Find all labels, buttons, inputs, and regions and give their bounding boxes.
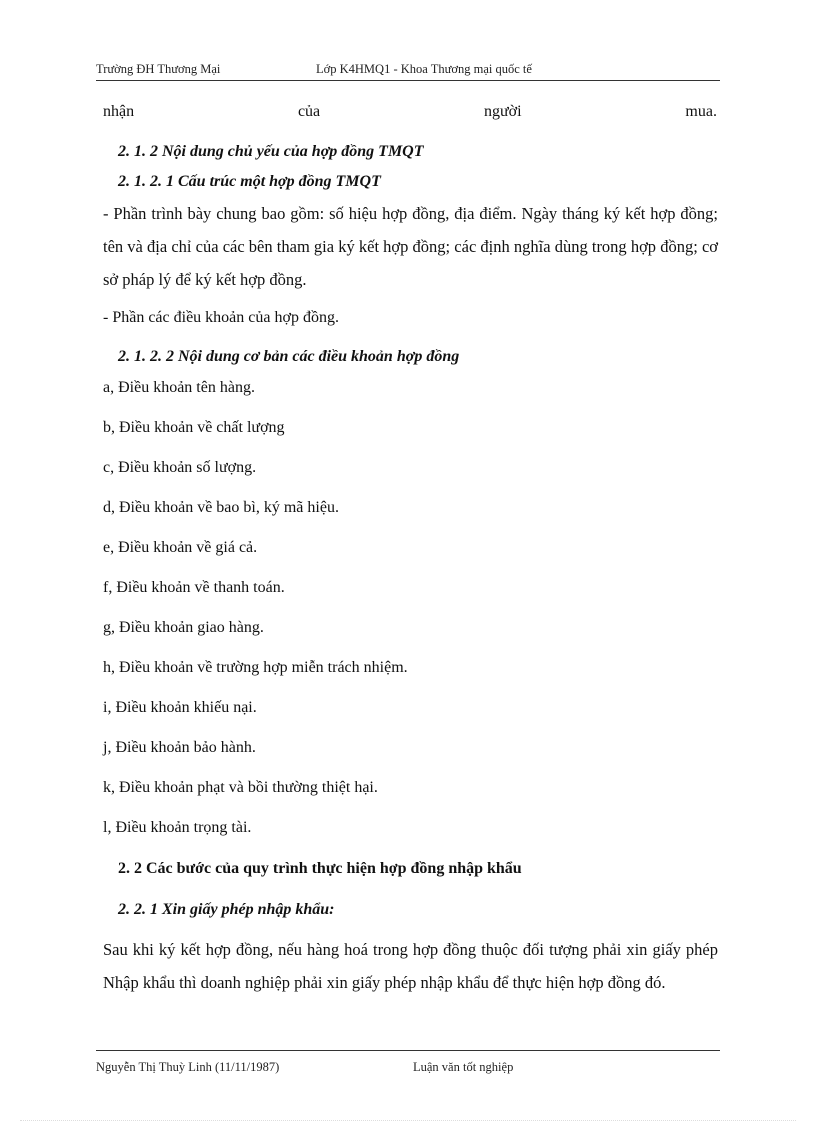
footer-divider bbox=[96, 1050, 720, 1051]
page-bottom-edge bbox=[20, 1120, 796, 1121]
continuation-word: nhận bbox=[103, 103, 135, 120]
header-school: Trường ĐH Thương Mại bbox=[96, 62, 221, 76]
continuation-word: của bbox=[297, 103, 321, 120]
footer-doc-type: Luận văn tốt nghiệp bbox=[413, 1060, 514, 1074]
section-heading-2-1-2-1: 2. 1. 2. 1 Cấu trúc một hợp đồng TMQT bbox=[118, 173, 381, 190]
header-divider bbox=[96, 80, 720, 81]
terms-part-line: - Phần các điều khoản của hợp đồng. bbox=[103, 309, 339, 326]
continuation-line bbox=[103, 103, 717, 121]
general-part-paragraph: - Phần trình bày chung bao gồm: số hiệu hợp đồng, địa điểm. Ngày tháng ký kết hợp đồng; tên và địa chỉ của các bên tham gia ký kết hợp đồng; các định nghĩa dùng trong hợp đồng; cơ sở pháp lý để ký kết hợp đồng. bbox=[103, 204, 718, 289]
continuation-word: người bbox=[484, 103, 522, 120]
section-heading-2-1-2-2: 2. 1. 2. 2 Nội dung cơ bản các điều khoản hợp đồng bbox=[118, 348, 460, 365]
header-class: Lớp K4HMQ1 - Khoa Thương mại quốc tế bbox=[316, 62, 532, 76]
import-license-paragraph: Sau khi ký kết hợp đồng, nếu hàng hoá trong hợp đồng thuộc đối tượng phải xin giấy phép Nhập khẩu thì doanh nghiệp phải xin giấy phép nhập khẩu để thực hiện hợp đồng đó. bbox=[103, 940, 718, 992]
clause-item: b, Điều khoản về chất lượng bbox=[103, 419, 285, 436]
continuation-word: mua. bbox=[685, 103, 717, 120]
clause-item: k, Điều khoản phạt và bồi thường thiệt hại. bbox=[103, 779, 378, 796]
clause-item: j, Điều khoản bảo hành. bbox=[103, 739, 256, 756]
clause-item: e, Điều khoản về giá cả. bbox=[103, 539, 258, 556]
clause-item: g, Điều khoản giao hàng. bbox=[103, 619, 264, 636]
clause-item: a, Điều khoản tên hàng. bbox=[103, 379, 255, 396]
section-heading-2-1-2: 2. 1. 2 Nội dung chủ yếu của hợp đồng TMQT bbox=[118, 143, 424, 160]
section-heading-2-2-1: 2. 2. 1 Xin giấy phép nhập khẩu: bbox=[118, 901, 335, 918]
clause-item: d, Điều khoản về bao bì, ký mã hiệu. bbox=[103, 499, 339, 516]
clause-item: h, Điều khoản về trường hợp miễn trách nhiệm. bbox=[103, 659, 408, 676]
footer-author: Nguyễn Thị Thuỳ Linh (11/11/1987) bbox=[96, 1060, 280, 1074]
section-heading-2-2: 2. 2 Các bước của quy trình thực hiện hợp đồng nhập khẩu bbox=[118, 860, 522, 877]
clause-item: i, Điều khoản khiếu nại. bbox=[103, 699, 257, 716]
clause-item: f, Điều khoản về thanh toán. bbox=[103, 579, 285, 596]
clause-item: c, Điều khoản số lượng. bbox=[103, 459, 257, 476]
clause-item: l, Điều khoản trọng tài. bbox=[103, 819, 252, 836]
